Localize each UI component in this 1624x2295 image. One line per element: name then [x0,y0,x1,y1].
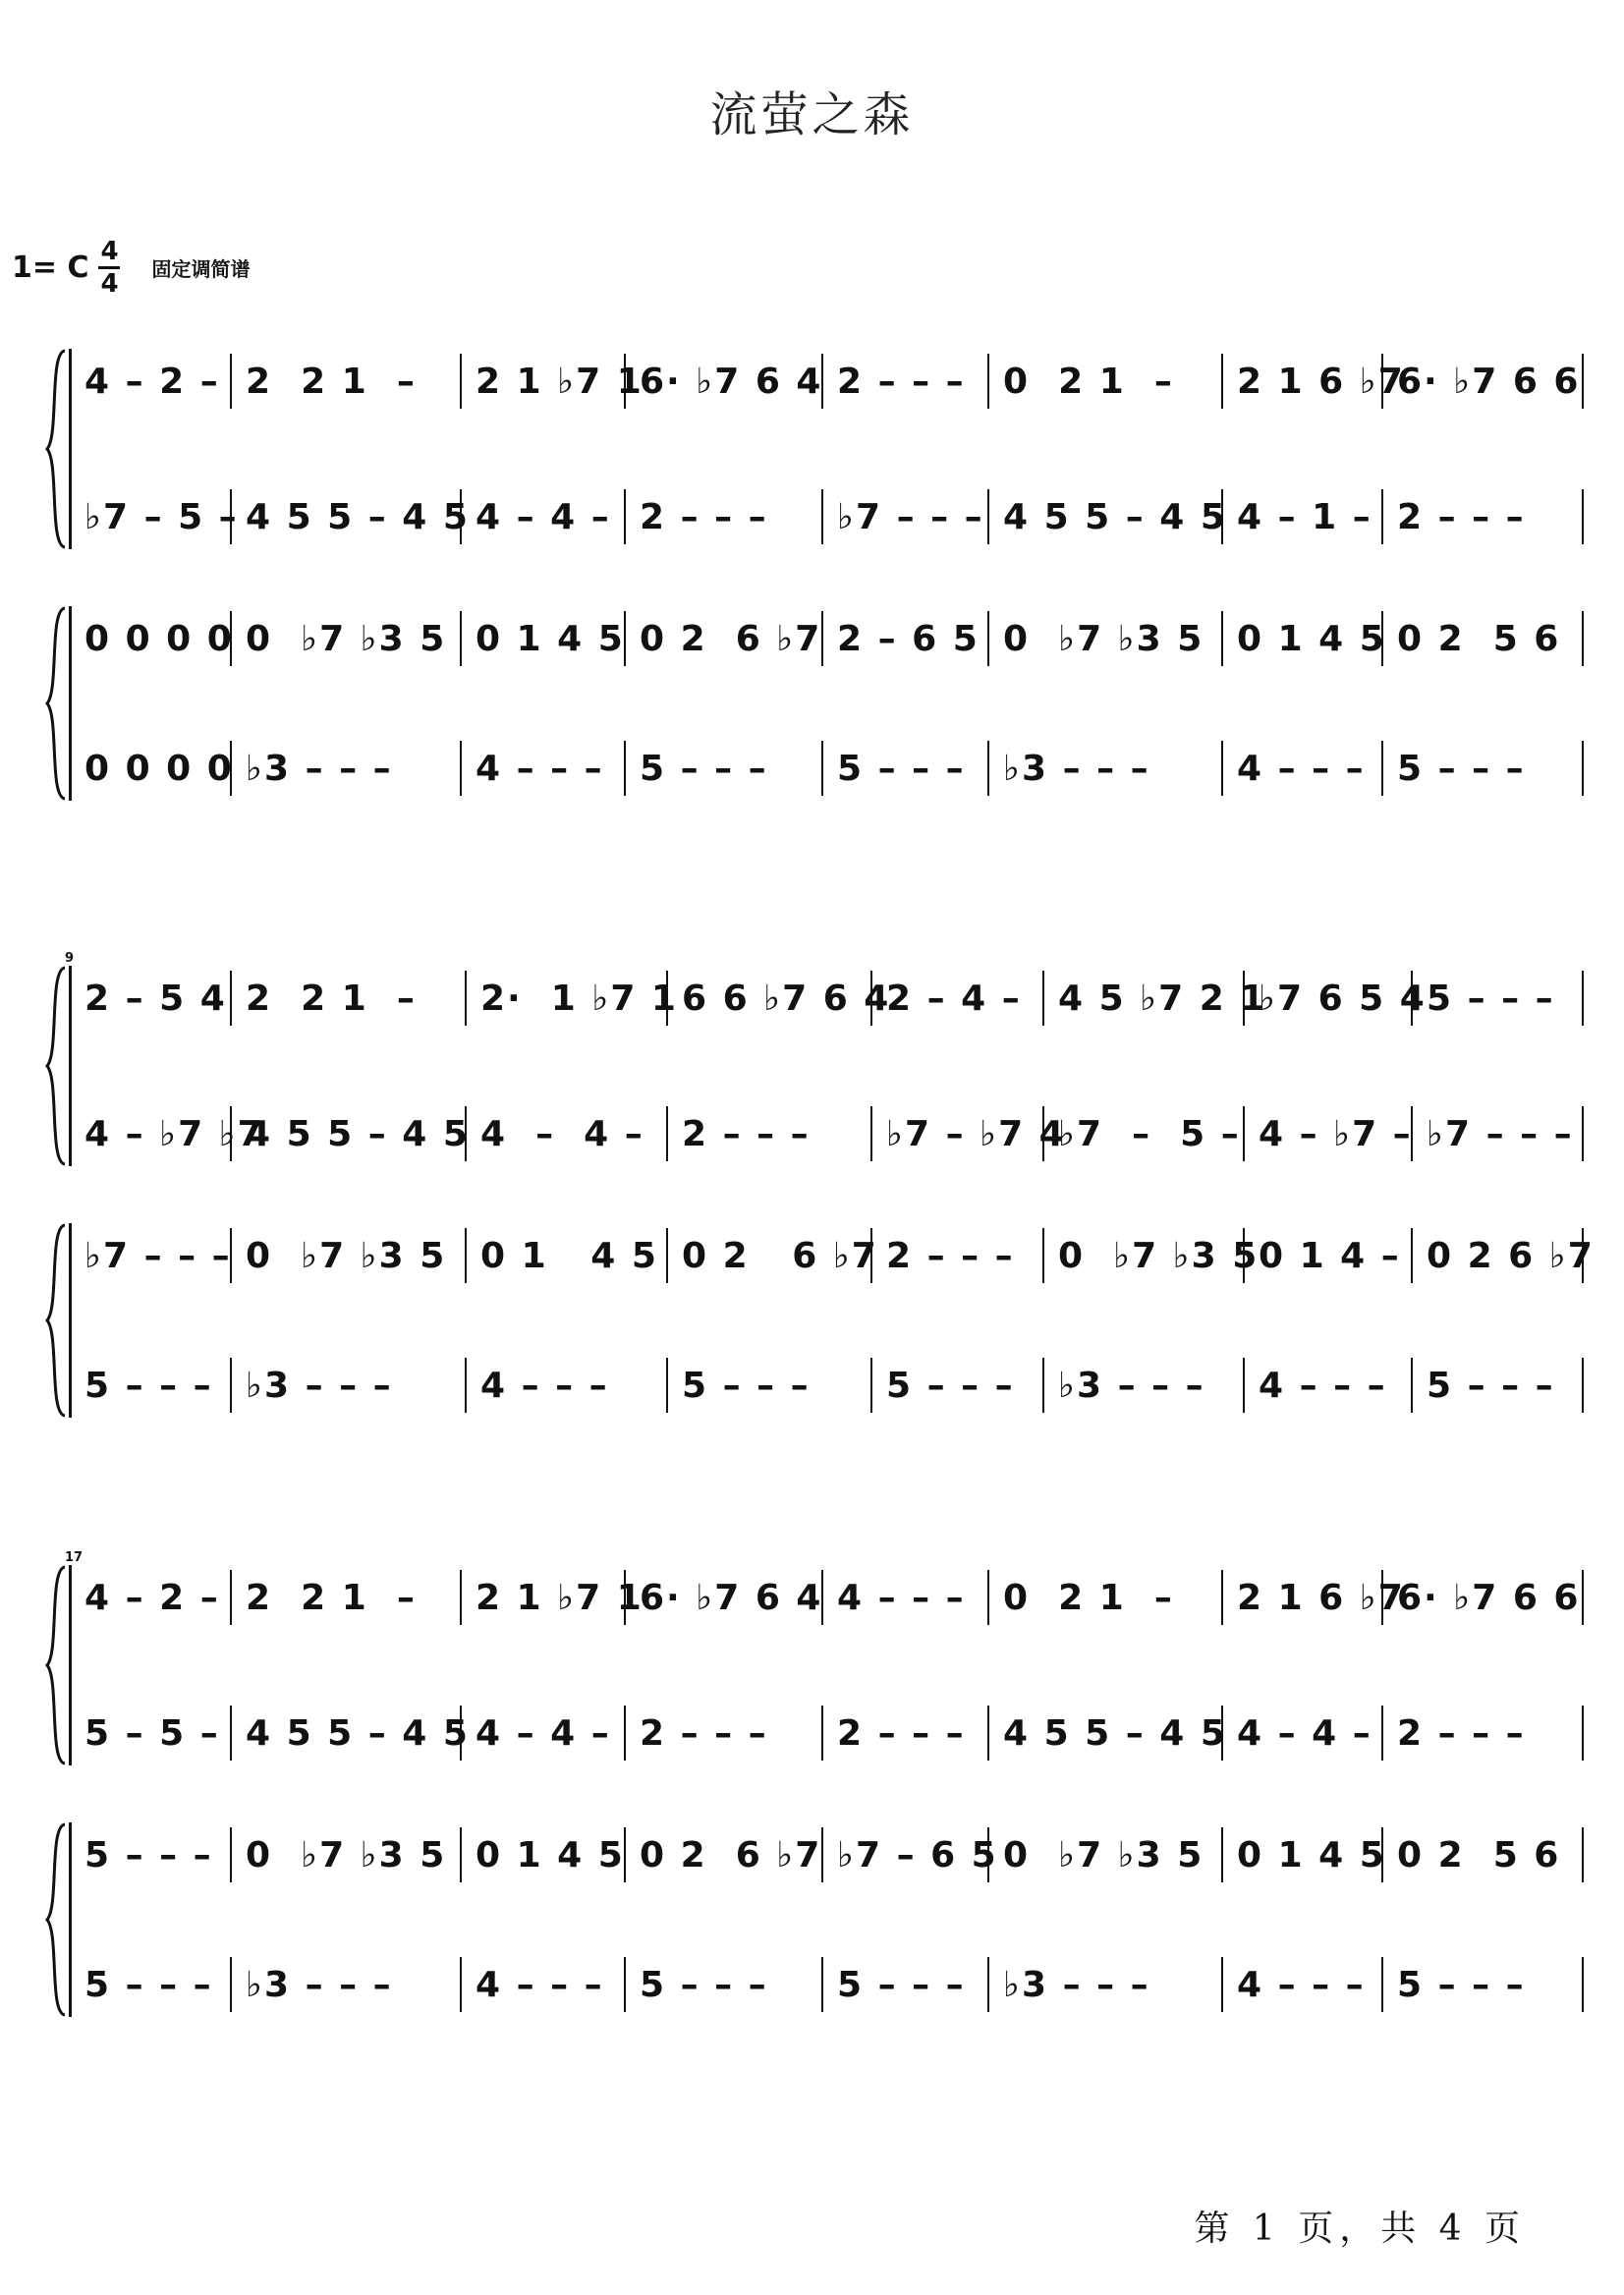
staff-row [0,1228,1624,1283]
measure [872,1358,1044,1413]
measure-notes: ♭3 – – – [1003,1964,1150,2005]
measure [232,1358,467,1413]
measure [71,1570,232,1625]
measure [872,1228,1044,1283]
measure-notes: 0 2 6 ♭7 [640,618,822,659]
measure-notes: 6· ♭7 6 4 [640,1577,823,1618]
measure-notes: 4 – ♭7 – [1259,1113,1413,1154]
score-system [0,334,1624,806]
measure-notes: 4 5 5 – 4 5 [1003,496,1227,537]
measure [989,741,1223,796]
measure [462,1957,626,2012]
measure [668,971,891,1026]
measure [872,1106,1066,1161]
measure [626,489,823,544]
measure [823,611,989,666]
measure-notes: ♭7 6 5 4 [1259,978,1427,1019]
measure [1223,1827,1386,1882]
measure [1245,1358,1413,1413]
staff-row [0,971,1624,1026]
measure [1383,1706,1584,1761]
measure [626,1827,823,1882]
measure-notes: 4 – – – [476,748,604,789]
measure [1223,611,1386,666]
measure-notes: 2 – – – [837,1712,966,1754]
measure-notes: 2 2 1 – [246,1577,417,1618]
measure [71,1827,232,1882]
measure [1383,611,1584,666]
measure [1383,489,1584,544]
measure [1245,971,1427,1026]
measure-notes: 5 – – – [1397,748,1526,789]
measure [1223,741,1383,796]
measure [989,1957,1223,2012]
measure [462,1570,644,1625]
measure-notes: 5 – – – [1397,1964,1526,2005]
measure [467,1358,668,1413]
staff-row [0,489,1624,544]
measure-notes: 0 1 4 5 [1237,618,1386,659]
measure [1044,1228,1260,1283]
measure-notes: 4 – 4 – [1237,1712,1372,1754]
measure-notes: 0 2 6 ♭7 [1427,1235,1595,1276]
measure-notes: 6· ♭7 6 6 [1397,361,1581,402]
measure [71,1706,232,1761]
measure-notes: 4 – – – [476,1964,604,2005]
measure-notes: 5 – – – [640,748,768,789]
measure [1044,1358,1245,1413]
measure-notes: 2 – – – [640,1712,768,1754]
time-signature [98,237,120,299]
measure [668,1358,872,1413]
measure [1223,1957,1383,2012]
measure-notes: 2 2 1 – [246,978,417,1019]
measure-notes: 4 – – – [1259,1365,1387,1406]
measure-notes: ♭7 – – – [84,1235,232,1276]
measure-notes: ♭7 – 5 – [1058,1113,1241,1154]
measure-notes: 0 2 5 6 [1397,618,1561,659]
measure [626,741,823,796]
measure [626,1957,823,2012]
measure-notes: ♭3 – – – [1058,1365,1205,1406]
measure [1413,971,1584,1026]
measure [232,1106,470,1161]
measure-notes: 0 1 4 5 [1237,1834,1386,1875]
measure-notes: 5 – 5 – [84,1712,220,1754]
measure [626,1570,823,1625]
measure [823,1570,989,1625]
measure-notes: 5 – – – [682,1365,811,1406]
measure [668,1228,878,1283]
measure-notes: ♭7 – ♭7 4 [886,1113,1066,1154]
measure-notes: ♭3 – – – [246,748,393,789]
measure-notes: 2 1 6 ♭7 [1237,361,1405,402]
page-title: 流萤之森 [709,87,915,142]
measure [1383,1827,1584,1882]
staff-row [0,1706,1624,1761]
measure-notes: 5 – – – [1427,978,1555,1019]
measure [467,971,678,1026]
measure-notes: 5 – – – [886,1365,1015,1406]
system-number: 9 [65,951,75,966]
measure [989,354,1223,409]
measure [467,1228,668,1283]
measure [232,1706,470,1761]
measure [1245,1228,1413,1283]
key-signature [12,228,250,307]
measure [232,971,467,1026]
measure [232,1957,462,2012]
measure [232,1228,467,1283]
measure-notes: 0 ♭7 ♭3 5 [246,618,447,659]
measure-notes: 4 – 1 – [1237,496,1372,537]
measure [1383,1570,1584,1625]
measure-notes: 5 – – – [84,1834,213,1875]
staff-row [0,1358,1624,1413]
measure-notes: 5 – – – [640,1964,768,2005]
measure [467,1106,668,1161]
measure-notes: 4 – – – [837,1577,966,1618]
measure-notes: ♭7 – – – [837,496,984,537]
measure [71,1228,232,1283]
measure [1413,1106,1584,1161]
measure [462,611,626,666]
measure [71,971,232,1026]
staff-row [0,1570,1624,1625]
measure [462,1706,626,1761]
measure [989,1706,1227,1761]
measure-notes: 0 0 0 0 [84,748,234,789]
measure [232,1827,462,1882]
measure [462,1827,626,1882]
measure-notes: 4 – 2 – [84,1577,220,1618]
measure-notes: 4 5 5 – 4 5 [1003,1712,1227,1754]
measure [1044,971,1267,1026]
measure [668,1106,872,1161]
measure-notes: 4 – – – [1237,748,1366,789]
measure-notes: 2· 1 ♭7 1 [480,978,678,1019]
measure [232,1570,462,1625]
measure [823,1957,989,2012]
measure [626,611,823,666]
measure-notes: 5 – – – [1427,1365,1555,1406]
measure [1223,1706,1383,1761]
measure-notes: 4 5 ♭7 2 1 [1058,978,1267,1019]
measure [823,354,989,409]
measure-notes: ♭3 – – – [246,1964,393,2005]
staff-row [0,1827,1624,1882]
measure-notes: 2 – 4 – [886,978,1022,1019]
measure-notes: ♭7 – 6 5 [837,1834,998,1875]
measure-notes: 4 – 4 – [476,1712,611,1754]
measure [462,489,626,544]
measure-notes: 5 – – – [837,748,966,789]
staff-row [0,1106,1624,1161]
measure-notes: 0 0 0 0 [84,618,234,659]
measure-notes: 0 ♭7 ♭3 5 [246,1834,447,1875]
measure [823,1827,998,1882]
measure [1413,1228,1595,1283]
measure-notes: 5 – – – [837,1964,966,2005]
measure-notes: 2 – – – [640,496,768,537]
fixed-key-label: 固定调简谱 [151,256,251,281]
measure [462,354,644,409]
measure [71,1358,232,1413]
measure-notes: 0 ♭7 ♭3 5 [1058,1235,1260,1276]
measure [1383,354,1584,409]
measure-notes: ♭3 – – – [246,1365,393,1406]
measure [823,741,989,796]
measure [232,489,470,544]
measure [989,489,1227,544]
measure-notes: ♭7 – – – [1427,1113,1574,1154]
key-label: 1= C [12,250,89,285]
measure [626,1706,823,1761]
measure-notes: ♭3 – – – [1003,748,1150,789]
measure-notes: 2 2 1 – [246,361,417,402]
measure [232,354,462,409]
measure-notes: 4 – – – [1237,1964,1366,2005]
measure [71,741,232,796]
measure [71,1957,232,2012]
measure [232,611,462,666]
measure [462,741,626,796]
measure [823,1706,989,1761]
measure-notes: 6· ♭7 6 4 [640,361,823,402]
measure [71,611,232,666]
measure-notes: 6 6 ♭7 6 4 [682,978,891,1019]
measure-notes: 0 2 6 ♭7 [682,1235,878,1276]
measure-notes: 4 5 5 – 4 5 [246,496,470,537]
measure-notes: 2 – 5 4 [84,978,227,1019]
measure-notes: 2 – – – [1397,496,1526,537]
measure-notes: 4 – 4 – [476,496,611,537]
measure [1223,489,1383,544]
measure-notes: 0 2 1 – [1003,1577,1174,1618]
measure [1223,1570,1405,1625]
measure-notes: ♭7 – 5 – [84,496,239,537]
measure [823,489,989,544]
measure [872,971,1044,1026]
measure-notes: 0 2 5 6 [1397,1834,1561,1875]
measure-notes: 5 – – – [84,1365,213,1406]
measure-notes: 2 1 ♭7 1 [476,361,644,402]
measure-notes: 2 – – – [837,361,966,402]
measure-notes: 6· ♭7 6 6 [1397,1577,1581,1618]
time-signature-bottom: 4 [100,268,119,299]
measure-notes: 0 1 4 – [1259,1235,1401,1276]
measure-notes: 0 2 6 ♭7 [640,1834,822,1875]
measure [989,611,1223,666]
staff-row [0,1957,1624,2012]
measure-notes: 4 – – – [480,1365,609,1406]
measure-notes: 4 – 4 – [480,1113,644,1154]
measure-notes: 2 – – – [682,1113,811,1154]
measure [1383,1957,1584,2012]
staff-row [0,741,1624,796]
measure-notes: 0 ♭7 ♭3 5 [246,1235,447,1276]
measure [71,489,239,544]
measure-notes: 2 1 6 ♭7 [1237,1577,1405,1618]
measure [989,1827,1223,1882]
time-signature-top: 4 [100,236,119,266]
measure-notes: 4 5 5 – 4 5 [246,1113,470,1154]
measure [1245,1106,1413,1161]
measure [71,1106,264,1161]
score-system [0,1550,1624,2022]
measure-notes: 2 1 ♭7 1 [476,1577,644,1618]
measure-notes: 2 – 6 5 [837,618,980,659]
measure-notes: 2 – – – [886,1235,1015,1276]
measure-notes: 4 5 5 – 4 5 [246,1712,470,1754]
measure [232,741,462,796]
measure-notes: 0 1 4 5 [476,618,625,659]
measure [1223,354,1405,409]
measure-notes: 4 – ♭7 ♭7 [84,1113,264,1154]
measure [71,354,232,409]
measure [1413,1358,1584,1413]
measure [989,1570,1223,1625]
measure [626,354,823,409]
measure-notes: 0 1 4 5 [476,1834,625,1875]
measure-notes: 0 1 4 5 [480,1235,658,1276]
measure-notes: 2 – – – [1397,1712,1526,1754]
measure-notes: 5 – – – [84,1964,213,2005]
system-number: 17 [65,1550,84,1565]
measure-notes: 0 ♭7 ♭3 5 [1003,1834,1204,1875]
measure-notes: 4 – 2 – [84,361,220,402]
page-footer: 第 1 页，共 4 页 [1194,2209,1526,2249]
staff-row [0,354,1624,409]
staff-row [0,611,1624,666]
measure [1383,741,1584,796]
measure-notes: 0 ♭7 ♭3 5 [1003,618,1204,659]
measure-notes: 0 2 1 – [1003,361,1174,402]
measure [1044,1106,1245,1161]
score-system [0,951,1624,1423]
